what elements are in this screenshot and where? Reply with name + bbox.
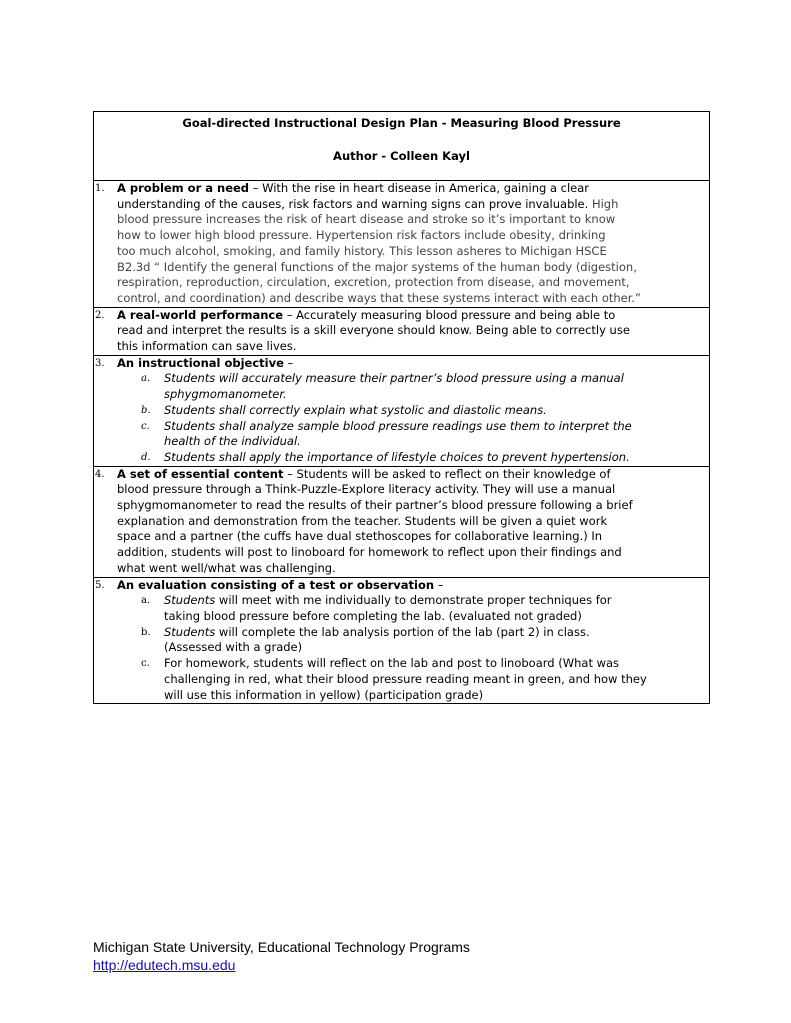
- plan-author: Author - Colleen Kayl: [333, 149, 470, 163]
- section-content: 4. A set of essential content – Students will be asked to reflect on their knowledge of blood pressure through a Think-Puzzle-Explore literacy activity. They will use a manual sphygmomanometer to read the results of their partner’s blood pressure following a brief explanation and demonstration from the teacher. Students will be given a quiet work space and a partner (the cuffs have dual stethoscopes for collaborative learning.) In addition, students will post to linoboard for homework to reflect upon their findings and what went well/what was challenging.: [94, 467, 709, 578]
- list-item: c. Students shall analyze sample blood pressure readings use them to interpret the health of the individual.: [141, 418, 632, 449]
- section-heading: A set of essential content: [117, 466, 284, 481]
- footer-link[interactable]: http://edutech.msu.edu: [93, 957, 236, 973]
- section-number: 2.: [95, 309, 105, 321]
- section-objective: 3. An instructional objective – a. Students will accurately measure their partner’s blood pressure using a manual sphygmomanometer. b. Students shall correctly explain what systolic and diastolic means. c. Students shall analyze sample blood pressure readings use them to interpret the health of the individual. d. Students shall apply the importance of lifestyle choices to prevent hypertension.: [94, 356, 709, 467]
- section-performance: 2. A real-world performance – Accurately measuring blood pressure and being able to read and interpret the results is a skill everyone should know. Being able to correctly use this information can save lives.: [94, 308, 709, 356]
- list-item: d. Students shall apply the importance of lifestyle choices to prevent hypertension.: [141, 449, 630, 464]
- section-heading: A real-world performance: [117, 307, 284, 322]
- section-heading: An evaluation consisting of a test or observation: [117, 577, 435, 592]
- section-number: 1.: [95, 183, 105, 194]
- section-heading: An instructional objective: [117, 355, 284, 370]
- design-plan-table: [93, 111, 710, 704]
- section-heading: A problem or a need: [117, 181, 250, 195]
- section-number: 3.: [95, 357, 105, 369]
- list-item: b. Students will complete the lab analysis portion of the lab (part 2) in class. (Assessed with a grade): [141, 624, 590, 655]
- footer-org: Michigan State University, Educational Technology Programs: [93, 939, 470, 955]
- page-footer: [93, 938, 470, 974]
- section-problem: 1. A problem or a need – With the rise in heart disease in America, gaining a clear understanding of the causes, risk factors and warning signs can prove invaluable. High blood pressure increases the risk of heart disease and stroke so it’s important to know how to lower high blood pressure. Hypertension risk factors include obesity, drinking too much alcohol, smoking, and family history. This lesson asheres to Michigan HSCE B2.3d “ Identify the general functions of the major systems of the human body (digestion, respiration, reproduction, circulation, excretion, protection from disease, and movement, control, and coordination) and describe ways that these systems interact with each other.”: [94, 181, 709, 308]
- list-item: a. Students will accurately measure their partner’s blood pressure using a manual sphygmomanometer.: [141, 371, 624, 402]
- section-number: 5.: [95, 579, 105, 591]
- section-number: 4.: [95, 468, 105, 480]
- plan-title: Goal-directed Instructional Design Plan - Measuring Blood Pressure: [182, 116, 621, 130]
- list-item: c. For homework, students will reflect on the lab and post to linoboard (What was challenging in red, what their blood pressure reading meant in green, and how they will use this information in yellow) (participation grade): [141, 656, 647, 702]
- section-evaluation: 5. An evaluation consisting of a test or observation – a. Students will meet with me individually to demonstrate proper techniques for taking blood pressure before completing the lab. (evaluated not graded) b. Students will complete the lab analysis portion of the lab (part 2) in class. (Assessed with a grade) c. For homework, students will reflect on the lab and post to linoboard (What was challenging in red, what their blood pressure reading meant in green, and how they will use this information in yellow) (participation grade): [94, 578, 709, 704]
- list-item: b. Students shall correctly explain what systolic and diastolic means.: [141, 402, 547, 417]
- plan-header: [94, 112, 709, 181]
- list-item: a. Students will meet with me individually to demonstrate proper techniques for taking blood pressure before completing the lab. (evaluated not graded): [141, 593, 612, 623]
